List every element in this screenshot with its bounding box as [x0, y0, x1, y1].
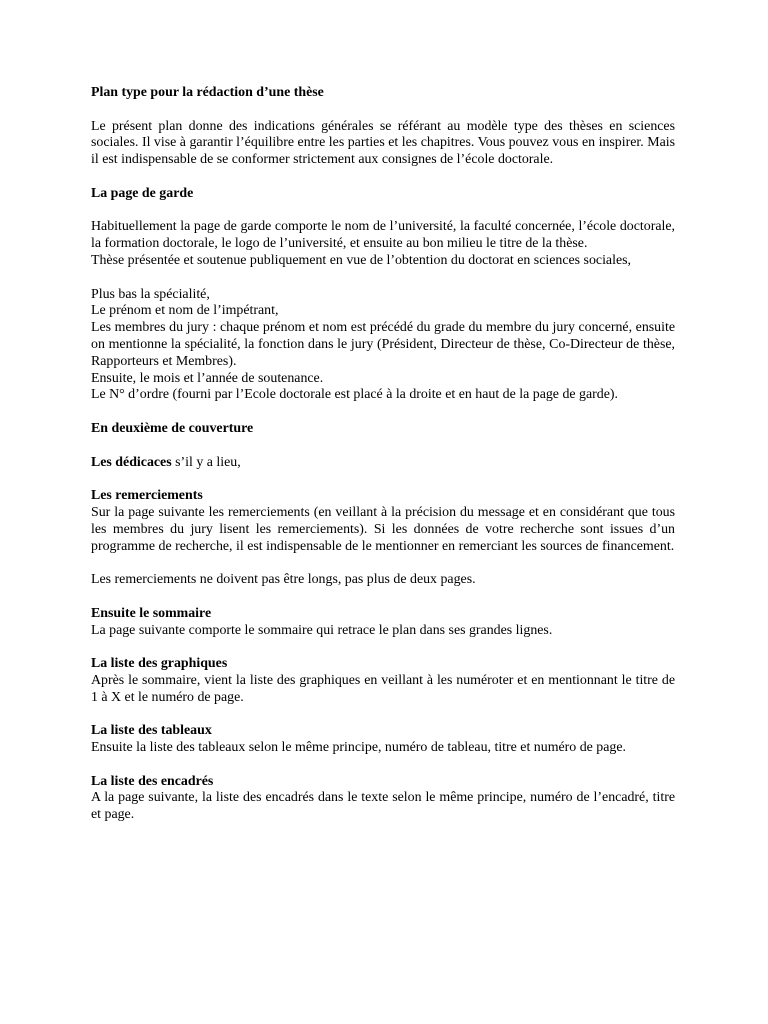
remerciements-paragraph-1: Sur la page suivante les remerciements (en veillant à la précision du message et en considérant que tous les membres du jury lisent les remerciements). Si les données de votre recherche sont issues d’un programme de recherche, il est indispensable de le mentionner en remerciant les sources de financement. [91, 504, 675, 554]
graphiques-paragraph: Après le sommaire, vient la liste des graphiques en veillant à les numéroter et en mentionnant le titre de 1 à X et le numéro de page. [91, 672, 675, 705]
section-heading-graphiques: La liste des graphiques [91, 656, 228, 672]
page-de-garde-paragraph-2: Thèse présentée et soutenue publiquement en vue de l’obtention du doctorat en sciences sociales, [91, 252, 632, 268]
dedicaces-text: s’il y a lieu, [171, 454, 241, 470]
section-heading-page-de-garde: La page de garde [91, 185, 194, 201]
section-heading-sommaire: Ensuite le sommaire [91, 605, 212, 621]
page-de-garde-line-impetrant: Le prénom et nom de l’impétrant, [91, 303, 279, 319]
section-heading-remerciements: Les remerciements [91, 488, 203, 504]
section-heading-tableaux: La liste des tableaux [91, 723, 212, 739]
document-title: Plan type pour la rédaction d’une thèse [91, 85, 324, 100]
document-body [91, 85, 675, 824]
page-de-garde-line-numero-ordre: Le N° d’ordre (fourni par l’Ecole doctorale est placé à la droite et en haut de la page de garde). [91, 387, 618, 403]
page-de-garde-line-specialite: Plus bas la spécialité, [91, 286, 210, 302]
tableaux-paragraph: Ensuite la liste des tableaux selon le même principe, numéro de tableau, titre et numéro de page. [91, 740, 626, 756]
page-de-garde-paragraph-1: Habituellement la page de garde comporte le nom de l’université, la faculté concernée, l’école doctorale, la formation doctorale, le logo de l’université, et ensuite au bon milieu le titre de la thèse. [91, 219, 675, 252]
page-de-garde-line-jury: Les membres du jury : chaque prénom et nom est précédé du grade du membre du jury concerné, ensuite on mentionne la spécialité, la fonction dans le jury (Président, Directeur de thèse, Co-Directeur de thèse, Rapporteurs et Membres). [91, 320, 675, 369]
encadres-paragraph: A la page suivante, la liste des encadrés dans le texte selon le même principe, numéro de l’encadré, titre et page. [91, 790, 675, 823]
section-heading-encadres: La liste des encadrés [91, 773, 214, 789]
section-heading-dedicaces: Les dédicaces [91, 454, 172, 470]
page-de-garde-line-soutenance: Ensuite, le mois et l’année de soutenance. [91, 370, 324, 386]
intro-paragraph: Le présent plan donne des indications générales se référant au modèle type des thèses en sciences sociales. Il vise à garantir l’équilibre entre les parties et les chapitres. Vous pouvez vous en inspirer. Mais il est indispensable de se conformer strictement aux consignes de l’école doctorale. [91, 118, 675, 168]
section-heading-deuxieme-couverture: En deuxième de couverture [91, 420, 254, 436]
remerciements-paragraph-2: Les remerciements ne doivent pas être longs, pas plus de deux pages. [91, 572, 476, 588]
dedicaces-paragraph [91, 455, 675, 472]
sommaire-paragraph: La page suivante comporte le sommaire qui retrace le plan dans ses grandes lignes. [91, 622, 553, 638]
